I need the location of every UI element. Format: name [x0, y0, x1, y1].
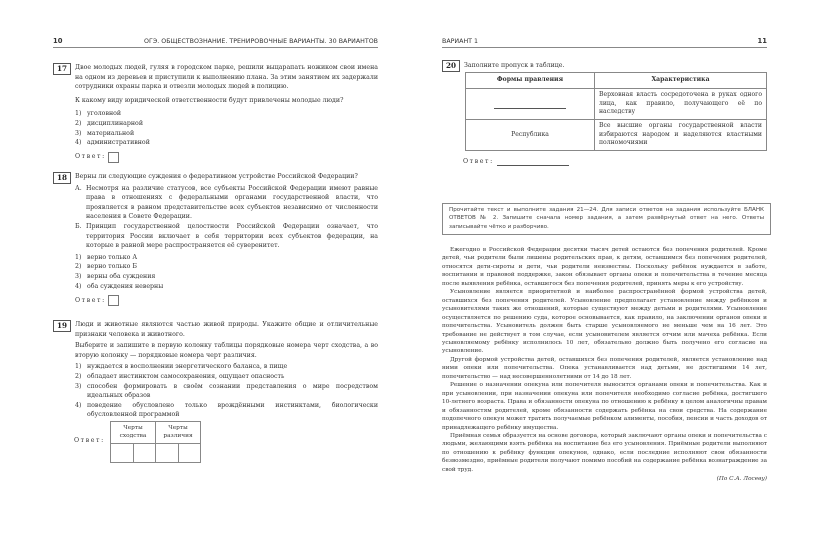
paragraph: Усыновление является приоритетной и наиболее распространённой формой устройства детей, оставшихся без попечения родителей. Усыновление предполагает установление между ребёнком и усыновителями таких же отношений, которые существуют между детьми и родителями. Усыновление осуществляется по решению суда, которое основывается, как правило, на заключении органов опеки и попечительства. Усыновитель должен быть старше усыновляемого не меньше чем на 16 лет. Это требование не действует в том случае, если усыновителем является отчим или мачеха ребёнка. Если усыновляемому ребёнку исполнилось 10 лет, обязательно должно быть получено его согласие на усыновление. — [442, 289, 767, 355]
option: 2) верно только Б — [75, 263, 137, 271]
header-similarities: Черты сходства — [111, 422, 156, 444]
header-differences: Черты различия — [156, 422, 201, 444]
answer-cell[interactable] — [133, 444, 156, 463]
running-header-left — [53, 36, 378, 48]
answer-label: Ответ: — [463, 158, 494, 165]
column-header: Характеристика — [595, 73, 767, 89]
answer-row — [463, 157, 569, 166]
option: 1) уголовной — [75, 110, 122, 118]
answer-cell[interactable] — [111, 444, 134, 463]
running-header-right — [442, 36, 767, 48]
answer-row — [75, 295, 378, 306]
row-form: Республика — [466, 120, 595, 151]
task-text: Верны ли следующие суждения о федеративном устройстве Российской Федерации? — [75, 173, 358, 180]
option: 4) оба суждения неверны — [75, 282, 164, 290]
task-text: Люди и животные являются частью живой природы. Укажите общие и отличительные признаки человека и животного. — [75, 321, 378, 338]
task-question: К какому виду юридической ответственности будут привлечены молодые люди? — [75, 96, 344, 104]
blank-cell[interactable] — [466, 89, 595, 120]
row-description: Верховная власть сосредоточена в руках одного лица, как правило, получающего её по наследству — [595, 89, 767, 120]
answer-label: Ответ: — [75, 296, 106, 304]
page-number: 11 — [757, 37, 767, 45]
answer-line[interactable] — [497, 157, 569, 166]
task-number: 19 — [53, 320, 71, 332]
task-number: 18 — [53, 172, 71, 184]
task-text: Двое молодых людей, гуляя в городском парке, решили выцарапать ножиком свои имена на одном из деревьев и приступили к выполнению плана. За этим занятием их задержали сотрудники охраны парка и отвезли молодых людей в полицию. — [75, 64, 378, 91]
answer-cell[interactable] — [178, 444, 201, 463]
column-header: Формы правления — [466, 73, 595, 89]
statement-a: А. Несмотря на различие статусов, все субъекты Российской Федерации имеют равные права в отношениях с федеральными органами государственной власти, что проявляется в равном представительстве всех субъектов независимо от численности населения в Совете Федерации. — [75, 184, 378, 221]
row-description: Все высшие органы государственной власти избираются народом и наделяются властными полномочиями — [595, 120, 767, 151]
option: 4) административной — [75, 139, 150, 147]
paragraph: Другой формой устройства детей, оставшихся без попечения родителей, является установление над ними опеки или попечительства. Опека устанавливается над детьми, не достигшими 14 лет, попечительство — над несовершеннолетними от 14 до 18 лет. — [442, 356, 767, 380]
running-title: ОГЭ. ОБЩЕСТВОЗНАНИЕ. ТРЕНИРОВОЧНЫЕ ВАРИАНТЫ. 30 ВАРИАНТОВ — [144, 37, 378, 45]
forms-of-government-table — [465, 72, 767, 151]
answer-cell[interactable] — [156, 444, 179, 463]
page-number: 10 — [53, 37, 63, 45]
answer-box[interactable] — [108, 295, 119, 306]
option: 2) дисциплинарной — [75, 119, 143, 127]
option: 3) способен формировать в своём сознании представления о мире посредством идеальных образов — [75, 382, 378, 400]
running-title: ВАРИАНТ 1 — [442, 37, 479, 45]
task-instruction: Выберите и запишите в первую колонку таблицы порядковые номера черт сходства, а во вторую колонку — порядковые номера черт различия. — [75, 342, 378, 359]
option: 1) верно только А — [75, 253, 138, 261]
answer-label: Ответ: — [74, 437, 105, 444]
instruction-box: Прочитайте текст и выполните задания 21—24. Для записи ответов на задания используйте БЛАНК ОТВЕТОВ № 2. Запишите сначала номер задания, а затем развёрнутый ответ на него. Ответы записывайте чётко и разборчиво. — [442, 203, 771, 235]
paragraph: Ежегодно в Российской Федерации десятки тысяч детей остаются без попечения родителей. Кроме детей, чьи родители были лишены родительских прав, к детям, оставшимся без попечения родителей, относятся дети-сироты и дети, чьи родители неизвестны. Поскольку ребёнок нуждается в заботе, воспитании и правовой поддержке, закон обязывает органы опеки и попечительства в течение месяца после выявления ребёнка, оставшегося без попечения родителей, принять меры к его устройству. — [442, 247, 767, 287]
task-text: Заполните пропуск в таблице. — [464, 62, 565, 69]
task-number: 20 — [442, 60, 460, 72]
answer-row — [75, 152, 378, 163]
answer-table-19 — [110, 421, 201, 463]
fill-in-line[interactable] — [494, 99, 566, 109]
answer-box[interactable] — [108, 152, 119, 163]
option: 1) нуждается в восполнении энергетического баланса, в пище — [75, 363, 288, 371]
paragraph: Приёмная семья образуется на основе договора, который заключают органы опеки и попечительства с людьми, желающими взять ребёнка на воспитание без его усыновления. Приёмные родители выполняют по отношению к ребёнку функции опекунов, однако, если последние исполняют свои обязанности безвозмездно, приёмные родители получают помимо пособий на содержание ребёнка вознаграждение за свой труд. — [442, 432, 767, 473]
paragraph: Решение о назначении опекуна или попечителя выносится органами опеки и попечительства. Как и при усыновлении, при назначении опекуна или попечителя необходимо согласие ребёнка, достигшего 10-летнего возраста. Права и обязанности опекуна по отношению к ребёнку в целом аналогичны правам и обязанностям родителей, кроме обязанности содержать ребёнка на свои средства. На содержание подопечного опекун может тратить получаемые ребёнком алименты, пособия, пенсии и часть доходов от принадлежащего ребёнку имущества. — [442, 382, 767, 431]
source-attribution: (По С.А. Лосеву) — [716, 475, 767, 482]
option: 3) верны оба суждения — [75, 272, 156, 280]
option: 4) поведение обусловлено только врождёнными инстинктами, биологически обусловленной программой — [75, 401, 378, 419]
answer-label: Ответ: — [75, 153, 106, 161]
right-page — [410, 0, 820, 553]
statement-b: Б. Принцип государственной целостности Российской Федерации означает, что территория России включает в себя территории всех субъектов федерации, на которые в равной мере распространяется её суверенитет. — [75, 222, 378, 250]
option: 2) обладает инстинктом самосохранения, ощущает опасность — [75, 372, 285, 380]
option: 3) материальной — [75, 129, 135, 137]
reading-text — [442, 246, 767, 483]
task-number: 17 — [53, 63, 71, 75]
